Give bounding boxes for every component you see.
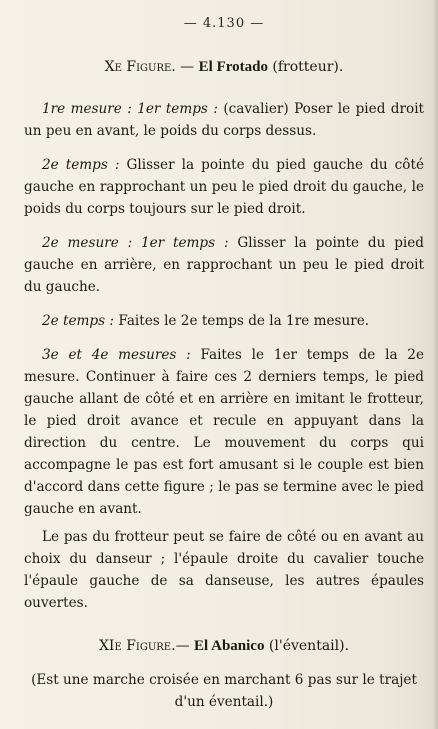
paragraph-6	[24, 526, 424, 614]
paragraph-1	[24, 98, 424, 142]
figure-11-name: El Abanico	[194, 638, 265, 654]
figure-11-dash: —	[175, 638, 195, 654]
figure-10-heading	[24, 59, 424, 76]
figure-11-translation: (l'éventail).	[264, 638, 350, 654]
paragraph-2-text: Glisser la pointe du pied gauche du côté gauche en rapprochant un peu le pied droit du gauche, le poids du corps toujours sur le pied droit.	[24, 157, 424, 217]
paragraph-6-text: Le pas du frotteur peut se faire de côté ou en avant au choix du danseur ; l'épaule droite du cavalier touche l'épaule gauche de sa danseuse, les autres épaules ouvertes.	[24, 529, 424, 611]
paragraph-3-label: 2e mesure : 1er temps :	[42, 235, 229, 251]
paragraph-3	[24, 232, 424, 298]
page-number: — 4.130 —	[183, 16, 265, 31]
figure-11-heading	[24, 638, 424, 655]
figure-10-name: El Frotado	[198, 59, 268, 75]
figure-11-note: (Est une marche croisée en marchant 6 pas sur le trajet d'un éventail.)	[31, 672, 417, 710]
figure-10-label: Xe Figure.	[104, 59, 176, 75]
paragraph-1-text: (cavalier) Poser le pied droit un peu en avant, le poids du corps dessus.	[24, 101, 425, 139]
paragraph-1-label: 1re mesure : 1er temps :	[42, 101, 218, 117]
paragraph-5-text: Faites le 1er temps de la 2e mesure. Continuer à faire ces 2 derniers temps, le pied gauche allant de côté et en arrière en imitant le frotteur, le pied droit avance et recule en appuyant dans la direction du centre. Le mouvement du corps qui accompagne le pas est fort amusant si le couple est bien d'accord dans cette figure ; le pas se termine avec le pied gauche en avant.	[24, 347, 424, 517]
paragraph-4-text: Faites le 2e temps de la 1re mesure.	[114, 313, 370, 329]
paragraph-4	[24, 310, 424, 332]
paragraph-3-text: Glisser la pointe du pied gauche en arrière, en rapprochant un peu le pied droit du gauche.	[24, 235, 425, 295]
paragraph-4-label: 2e temps :	[42, 313, 114, 329]
paragraph-2-label: 2e temps :	[42, 157, 120, 173]
figure-10-translation: (frotteur).	[267, 59, 344, 75]
page-edge-shadow	[432, 0, 438, 729]
paragraph-2	[24, 154, 424, 220]
figure-10-dash: —	[175, 59, 199, 75]
paragraph-5-label: 3e et 4e mesures :	[42, 347, 191, 363]
paragraph-5	[24, 344, 424, 520]
figure-11-label: XIe Figure.	[98, 638, 176, 654]
